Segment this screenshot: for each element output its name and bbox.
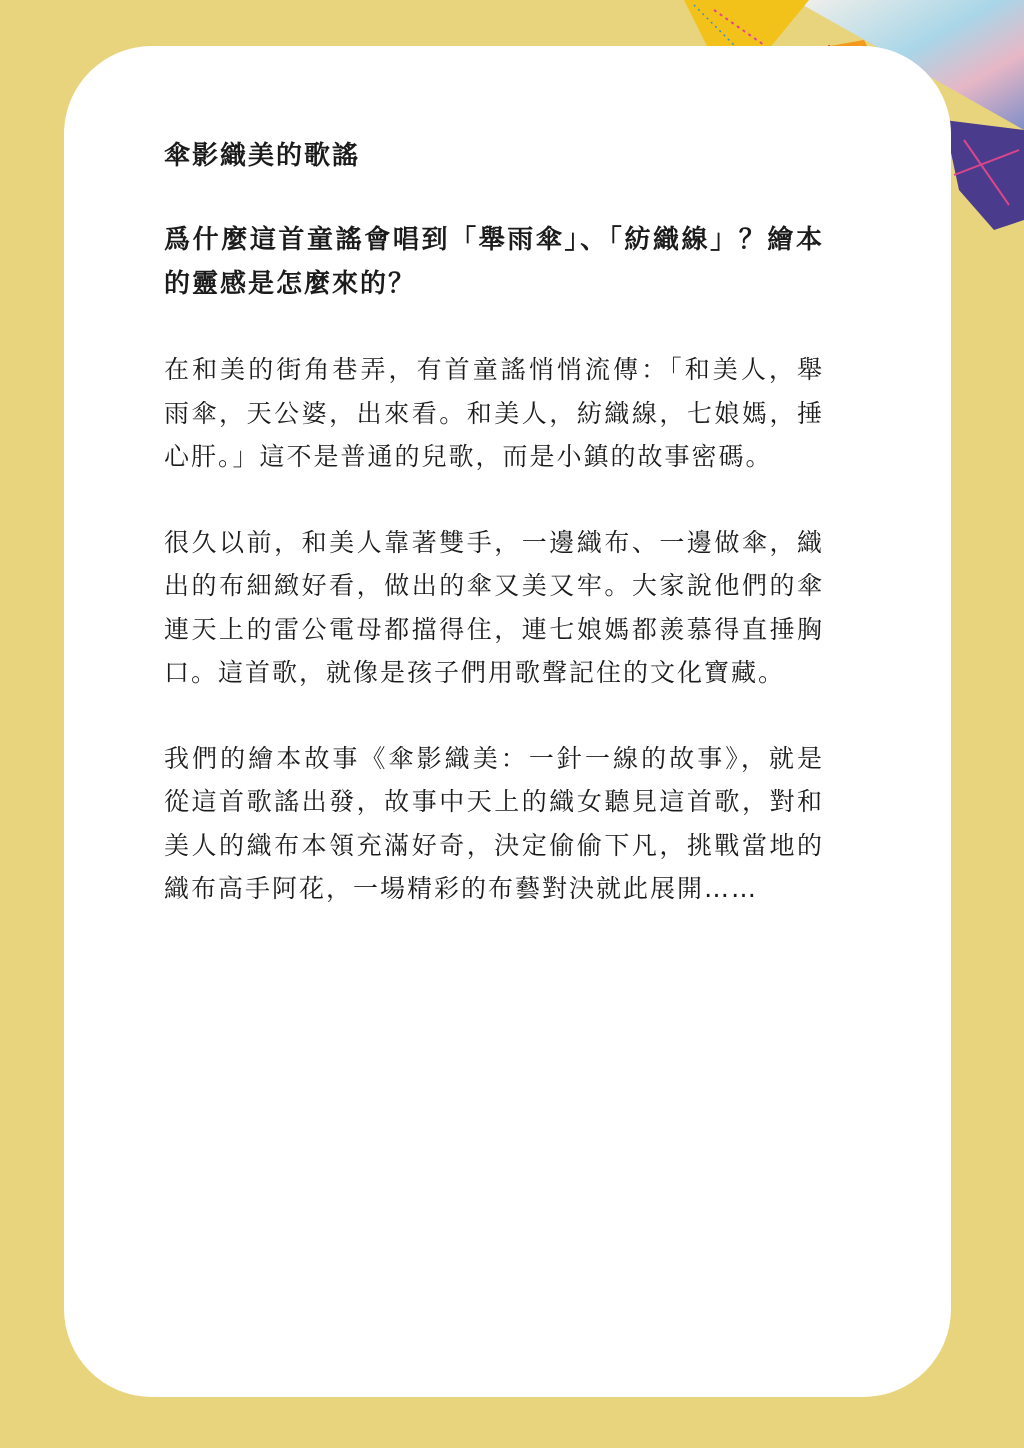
article-question: 爲什麼這首童謠會唱到「舉雨傘」、「紡織線」？繪本的靈感是怎麼來的？ [164, 225, 824, 299]
content-card [64, 46, 951, 1397]
article-content [164, 134, 824, 911]
paragraph-3: 我們的繪本故事《傘影織美：一針一線的故事》，就是從這首歌謠出發，故事中天上的織女聽見這首歌，對和美人的織布本領充滿好奇，決定偷偷下凡，挑戰當地的織布高手阿花，一場精彩的布藝對決就此展開…… [164, 743, 824, 903]
article-title: 傘影織美的歌謠 [164, 141, 361, 171]
umbrella-purple [944, 120, 1024, 230]
paragraph-1: 在和美的街角巷弄，有首童謠悄悄流傳：「和美人，舉雨傘，天公婆，出來看。和美人，紡織線，七娘媽，捶心肝。」這不是普通的兒歌，而是小鎮的故事密碼。 [164, 355, 824, 471]
paragraph-2: 很久以前，和美人靠著雙手，一邊織布、一邊做傘，織出的布細緻好看，做出的傘又美又牢。大家說他們的傘連天上的雷公電母都擋得住，連七娘媽都羨慕得直捶胸口。這首歌，就像是孩子們用歌聲記住的文化寶藏。 [164, 527, 824, 687]
